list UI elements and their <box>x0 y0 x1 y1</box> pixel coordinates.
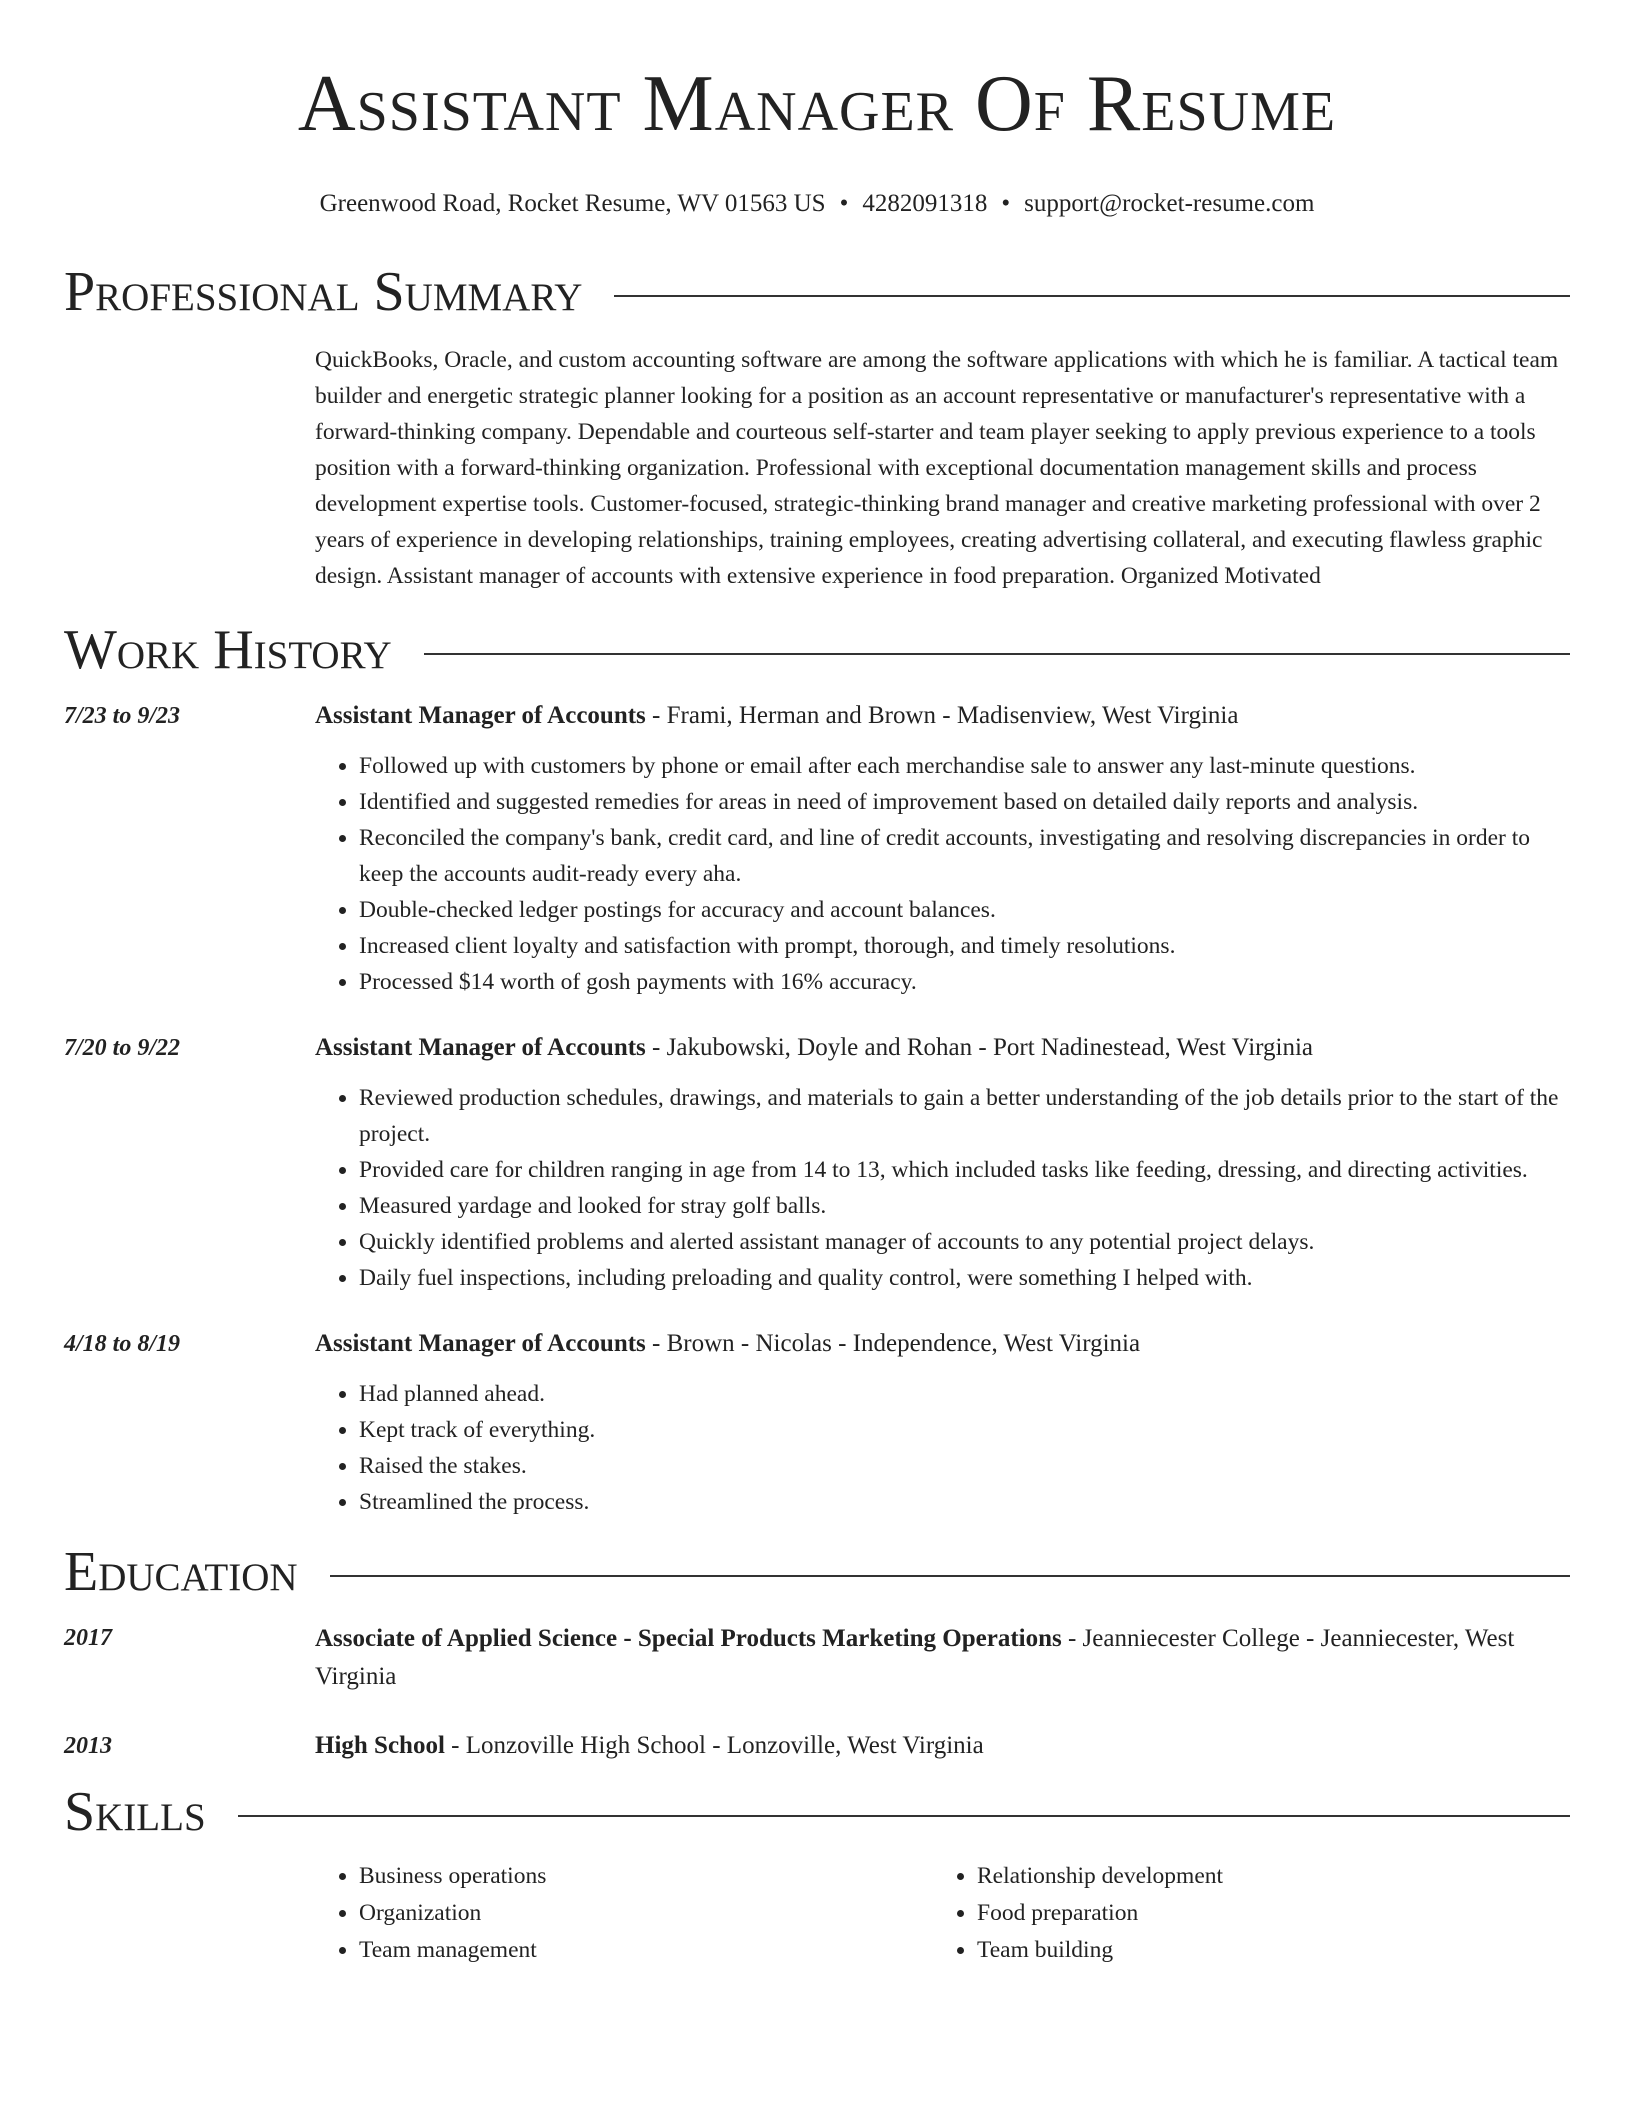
education-body <box>315 1620 1570 1696</box>
education-date: 2017 <box>64 1625 112 1651</box>
job-date: 4/18 to 8/19 <box>64 1331 181 1357</box>
section-title-summary: Professional Summary <box>64 261 583 323</box>
education-entry <box>64 1620 1570 1696</box>
contact-separator: • <box>1001 190 1011 217</box>
job-bullets <box>315 748 1570 1000</box>
section-rule <box>614 295 1570 297</box>
education-details: - Jeanniecester College - Jeanniecester, West Virginia <box>315 1625 1515 1690</box>
section-rule <box>424 653 1570 655</box>
job-bullet: • Had planned ahead. <box>359 1376 1570 1412</box>
job-headline <box>315 1326 1570 1362</box>
job-date: 7/23 to 9/23 <box>64 703 181 729</box>
job-bullet: • Provided care for children ranging in age from 14 to 13, which included tasks like feeding, dressing, and directing activities. <box>359 1152 1570 1188</box>
contact-email: support@rocket-resume.com <box>1024 190 1315 217</box>
skills-list <box>315 1858 1570 1969</box>
section-rule <box>238 1815 1570 1817</box>
skill-item: • Team building <box>977 1932 1551 1969</box>
job-bullet: • Quickly identified problems and alerted assistant manager of accounts to any potential project delays. <box>359 1224 1570 1260</box>
education-date: 2013 <box>64 1733 112 1759</box>
job-bullet: • Measured yardage and looked for stray golf balls. <box>359 1188 1570 1224</box>
work-section-header <box>64 618 1570 682</box>
job-date: 7/20 to 9/22 <box>64 1035 181 1061</box>
job-details: - Frami, Herman and Brown - Madisenview, West Virginia <box>645 702 1239 729</box>
job-bullet: • Daily fuel inspections, including preloading and quality control, were something I helped with. <box>359 1260 1570 1296</box>
summary-text: QuickBooks, Oracle, and custom accounting software are among the software applications with which he is familiar. A tactical team builder and energetic strategic planner looking for a position as an account representative or manufacturer's representative with a forward-thinking company. Dependable and courteous self-starter and team player seeking to apply previous experience to a tools position with a forward-thinking organization. Professional with exceptional documentation management skills and process development expertise tools. Customer-focused, strategic-thinking brand manager and creative marketing professional with over 2 years of experience in developing relationships, training employees, creating advertising collateral, and executing flawless graphic design. Assistant manager of accounts with extensive experience in food preparation. Organized Motivated <box>315 347 1559 589</box>
job-role: Assistant Manager of Accounts <box>315 1034 646 1061</box>
section-title-skills: Skills <box>64 1781 206 1843</box>
education-degree: Associate of Applied Science - Special Products Marketing Operations <box>315 1625 1062 1652</box>
section-title-work-history: Work History <box>64 619 392 681</box>
job-bullets <box>315 1080 1570 1296</box>
job-bullet: • Reviewed production schedules, drawings, and materials to gain a better understanding of the job details prior to the start of the project. <box>359 1080 1570 1152</box>
job-body <box>315 1030 1570 1296</box>
job-entry <box>64 1326 1570 1520</box>
job-details: - Jakubowski, Doyle and Rohan - Port Nadinestead, West Virginia <box>645 1034 1314 1061</box>
job-bullet: • Streamlined the process. <box>359 1484 1570 1520</box>
job-body <box>315 1326 1570 1520</box>
skill-item: • Organization <box>359 1895 933 1932</box>
job-bullet: • Identified and suggested remedies for areas in need of improvement based on detailed daily reports and analysis. <box>359 784 1570 820</box>
skills-section-header <box>64 1780 1570 1844</box>
job-body <box>315 698 1570 1000</box>
education-body <box>315 1728 1570 1764</box>
education-degree: High School <box>315 1732 445 1759</box>
contact-phone: 4282091318 <box>862 190 988 217</box>
section-title-education: Education <box>64 1541 298 1603</box>
education-details: - Lonzoville High School - Lonzoville, West Virginia <box>444 1732 984 1759</box>
education-section-header <box>64 1540 1570 1604</box>
contact-line <box>64 188 1570 220</box>
section-rule <box>330 1575 1570 1577</box>
skills-column-right <box>933 1858 1551 1969</box>
job-bullet: • Double-checked ledger postings for accuracy and account balances. <box>359 892 1570 928</box>
skill-item: • Food preparation <box>977 1895 1551 1932</box>
resume-name: Assistant Manager Of Resume <box>297 60 1337 148</box>
contact-separator: • <box>839 190 849 217</box>
job-bullet: • Processed $14 worth of gosh payments with 16% accuracy. <box>359 964 1570 1000</box>
job-bullet: • Followed up with customers by phone or email after each merchandise sale to answer any last-minute questions. <box>359 748 1570 784</box>
skill-item: • Relationship development <box>977 1858 1551 1895</box>
job-headline <box>315 698 1570 734</box>
job-bullet: • Increased client loyalty and satisfaction with prompt, thorough, and timely resolutions. <box>359 928 1570 964</box>
job-bullets <box>315 1376 1570 1520</box>
job-details: - Brown - Nicolas - Independence, West Virginia <box>645 1330 1141 1357</box>
job-entry <box>64 1030 1570 1296</box>
job-role: Assistant Manager of Accounts <box>315 702 646 729</box>
skills-column-left <box>315 1858 933 1969</box>
education-entry <box>64 1728 1570 1764</box>
skill-item: • Team management <box>359 1932 933 1969</box>
contact-address: Greenwood Road, Rocket Resume, WV 01563 US <box>319 190 826 217</box>
job-entry <box>64 698 1570 1000</box>
job-headline <box>315 1030 1570 1066</box>
job-bullet: • Reconciled the company's bank, credit card, and line of credit accounts, investigating and resolving discrepancies in order to keep the accounts audit-ready every aha. <box>359 820 1570 892</box>
job-role: Assistant Manager of Accounts <box>315 1330 646 1357</box>
job-bullet: • Kept track of everything. <box>359 1412 1570 1448</box>
summary-section-header <box>64 260 1570 324</box>
job-bullet: • Raised the stakes. <box>359 1448 1570 1484</box>
skill-item: • Business operations <box>359 1858 933 1895</box>
